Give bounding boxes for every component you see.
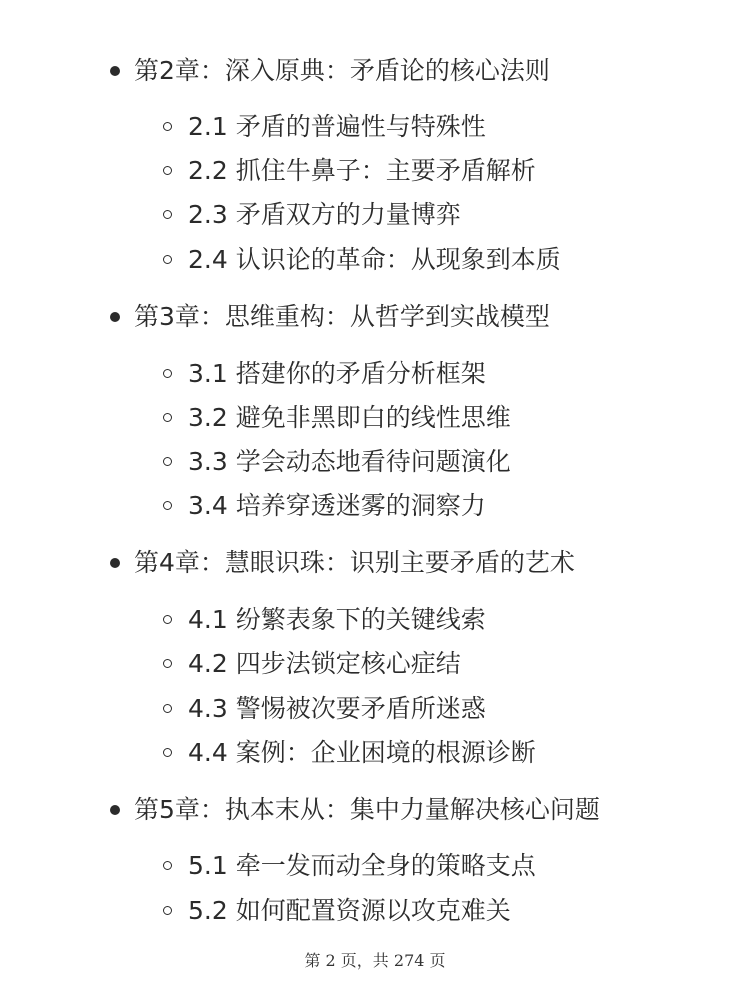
section-title: 4.4 案例：企业困境的根源诊断 <box>188 738 536 767</box>
page-number: 第 2 页，共 274 页 <box>304 951 446 970</box>
bullet-filled-icon <box>110 66 120 76</box>
section-title: 2.1 矛盾的普遍性与特殊性 <box>188 112 486 141</box>
section-title: 5.1 牵一发而动全身的策略支点 <box>188 851 536 880</box>
bullet-hollow-icon <box>163 369 172 378</box>
section-title: 2.2 抓住牛鼻子：主要矛盾解析 <box>188 156 536 185</box>
bullet-hollow-icon <box>163 255 172 264</box>
chapter-title: 第2章：深入原典：矛盾论的核心法则 <box>134 56 550 85</box>
bullet-filled-icon <box>110 312 120 322</box>
bullet-hollow-icon <box>163 748 172 757</box>
section-title: 4.3 警惕被次要矛盾所迷惑 <box>188 694 486 723</box>
section-title: 5.2 如何配置资源以攻克难关 <box>188 896 511 925</box>
section-title: 3.4 培养穿透迷雾的洞察力 <box>188 491 486 520</box>
bullet-hollow-icon <box>163 122 172 131</box>
bullet-hollow-icon <box>163 413 172 422</box>
bullet-hollow-icon <box>163 659 172 668</box>
section-title: 4.2 四步法锁定核心症结 <box>188 649 461 678</box>
section-title: 2.3 矛盾双方的力量博弈 <box>188 200 461 229</box>
section-title: 3.1 搭建你的矛盾分析框架 <box>188 359 486 388</box>
bullet-hollow-icon <box>163 210 172 219</box>
section-title: 3.3 学会动态地看待问题演化 <box>188 447 511 476</box>
bullet-hollow-icon <box>163 501 172 510</box>
bullet-hollow-icon <box>163 906 172 915</box>
bullet-hollow-icon <box>163 615 172 624</box>
chapter-title: 第5章：执本末从：集中力量解决核心问题 <box>134 795 600 824</box>
bullet-filled-icon <box>110 558 120 568</box>
chapter-title: 第4章：慧眼识珠：识别主要矛盾的艺术 <box>134 548 575 577</box>
bullet-hollow-icon <box>163 704 172 713</box>
section-title: 3.2 避免非黑即白的线性思维 <box>188 403 511 432</box>
section-title: 2.4 认识论的革命：从现象到本质 <box>188 245 561 274</box>
bullet-hollow-icon <box>163 457 172 466</box>
section-title: 4.1 纷繁表象下的关键线索 <box>188 605 486 634</box>
chapter-title: 第3章：思维重构：从哲学到实战模型 <box>134 302 550 331</box>
bullet-hollow-icon <box>163 861 172 870</box>
bullet-filled-icon <box>110 805 120 815</box>
bullet-hollow-icon <box>163 166 172 175</box>
